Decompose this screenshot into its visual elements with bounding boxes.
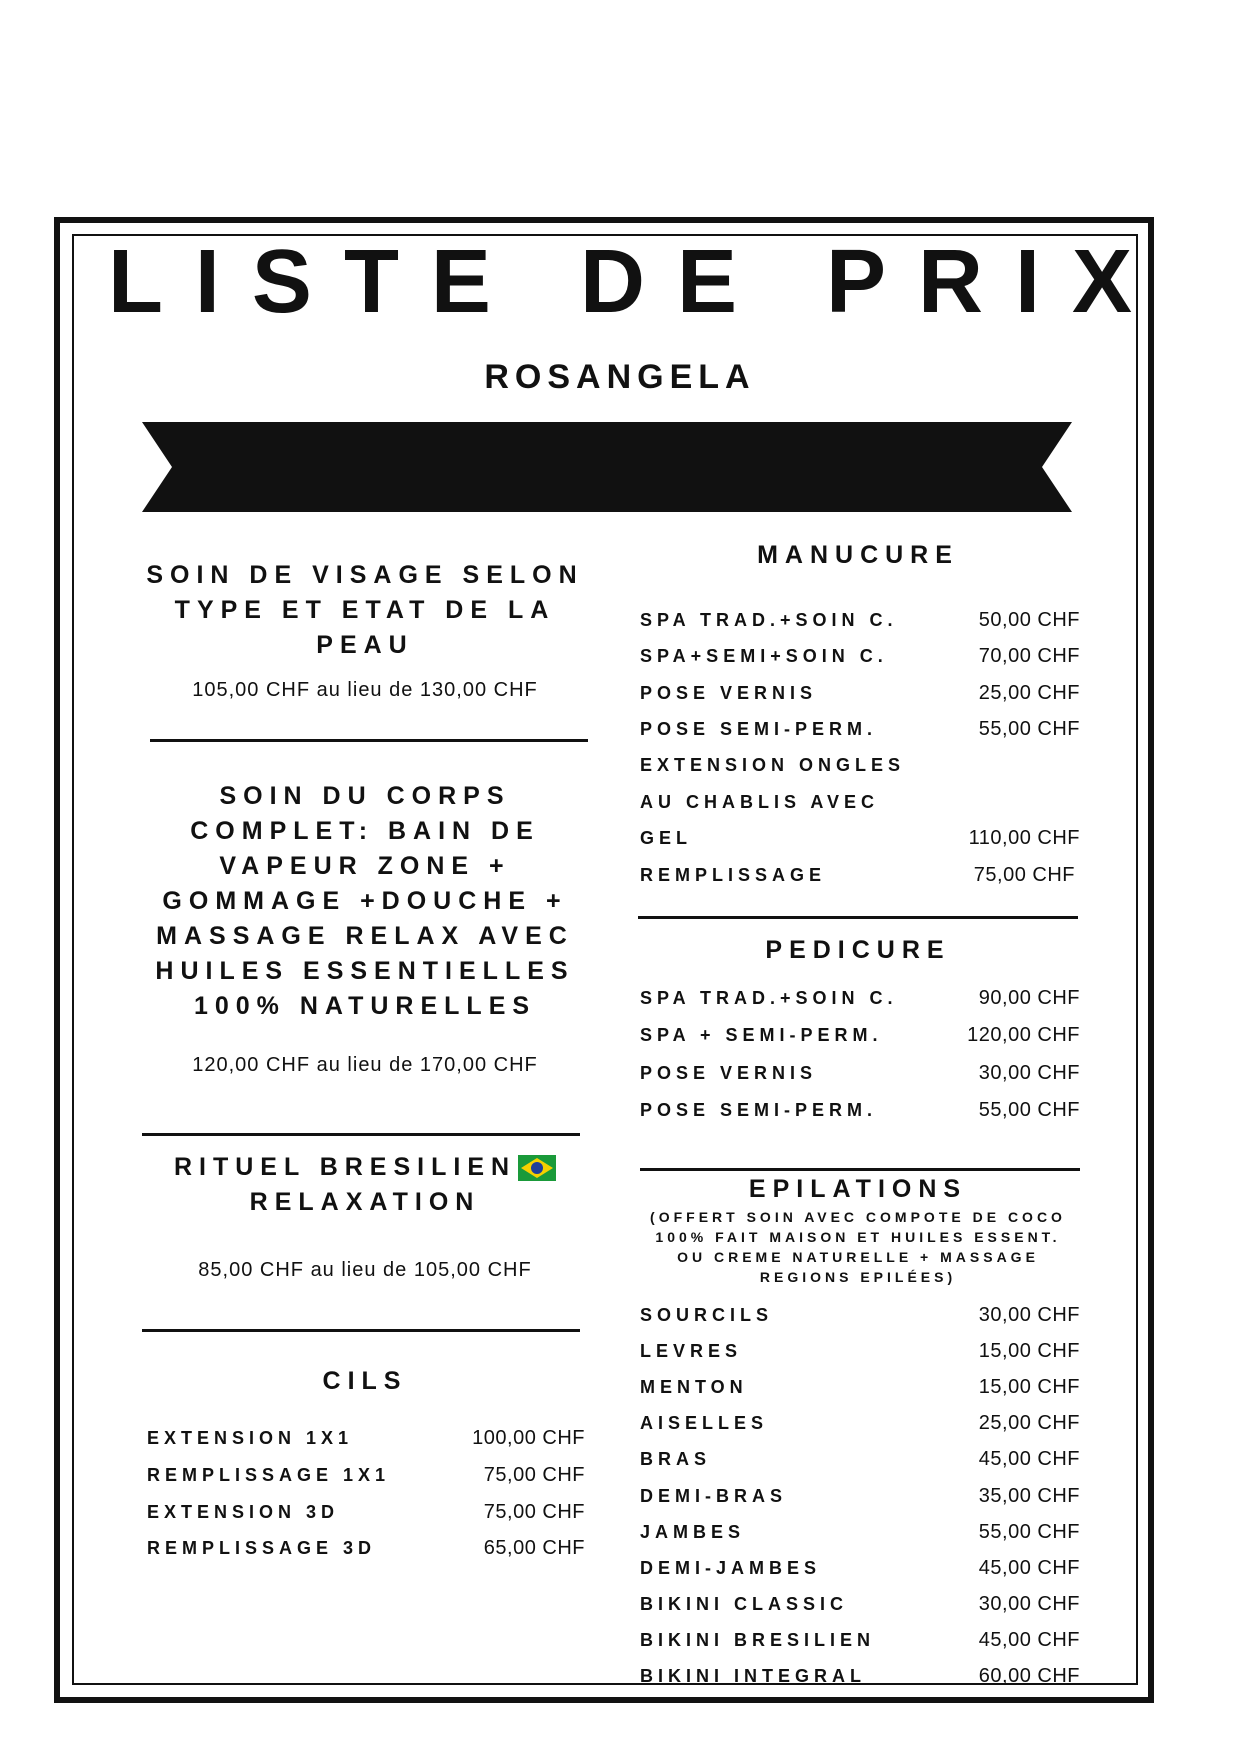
item-label: REMPLISSAGE 1X1 <box>147 1464 391 1485</box>
visage-heading-line: PEAU <box>316 631 414 659</box>
item-price: 50,00 CHF <box>978 608 1080 631</box>
list-item <box>640 750 1080 780</box>
item-label: EXTENSION 1X1 <box>147 1427 354 1448</box>
brazil-flag-icon <box>518 1155 556 1181</box>
item-label: POSE VERNIS <box>640 1062 818 1083</box>
list-item <box>640 1444 1080 1474</box>
visage-heading <box>140 558 590 663</box>
item-price: 75,00 CHF <box>483 1463 585 1486</box>
pedicure-heading: PEDICURE <box>765 936 951 964</box>
item-price: 25,00 CHF <box>978 1411 1080 1434</box>
list-item <box>147 1423 585 1453</box>
list-item <box>640 1058 1080 1088</box>
rituel-heading-line <box>140 1150 590 1185</box>
item-price: 35,00 CHF <box>978 1484 1080 1507</box>
item-label: EXTENSION ONGLES <box>640 754 906 775</box>
corps-heading-line: 100% NATURELLES <box>193 992 537 1020</box>
item-price: 55,00 CHF <box>978 1520 1080 1543</box>
corps-heading-line: COMPLET: BAIN DE <box>190 817 540 845</box>
corps-heading-line: MASSAGE RELAX AVEC <box>156 922 574 950</box>
corps-heading <box>140 779 590 1024</box>
divider <box>638 916 1078 919</box>
item-label: DEMI-JAMBES <box>640 1557 822 1578</box>
item-label: POSE VERNIS <box>640 682 818 703</box>
cils-heading: CILS <box>322 1367 408 1395</box>
epilations-note <box>632 1207 1084 1287</box>
divider <box>640 1168 1080 1171</box>
list-item <box>640 1408 1080 1438</box>
item-label: MENTON <box>640 1376 748 1397</box>
list-item <box>147 1460 585 1490</box>
item-price: 30,00 CHF <box>978 1061 1080 1084</box>
item-price: 45,00 CHF <box>978 1628 1080 1651</box>
corps-heading-line: SOIN DU CORPS <box>219 782 511 810</box>
item-price: 100,00 CHF <box>472 1426 585 1449</box>
manucure-heading: MANUCURE <box>757 541 959 569</box>
item-price: 65,00 CHF <box>483 1536 585 1559</box>
item-price: 55,00 CHF <box>978 717 1080 740</box>
item-price: 45,00 CHF <box>978 1447 1080 1470</box>
item-label: SOURCILS <box>640 1304 774 1325</box>
item-price: 60,00 CHF <box>978 1664 1080 1687</box>
note-line: 100% FAIT MAISON ET HUILES ESSENT. <box>655 1229 1061 1245</box>
divider <box>150 739 588 742</box>
item-label: REMPLISSAGE <box>640 864 827 885</box>
visage-heading-line: SOIN DE VISAGE SELON <box>146 561 584 589</box>
list-item <box>147 1533 585 1563</box>
list-item <box>640 823 1080 853</box>
list-item <box>640 1625 1080 1655</box>
list-item <box>640 787 1080 817</box>
corps-heading-line: VAPEUR ZONE + <box>219 852 511 880</box>
item-label: DEMI-BRAS <box>640 1485 787 1506</box>
item-label: JAMBES <box>640 1521 746 1542</box>
corps-price: 120,00 CHF au lieu de 170,00 CHF <box>192 1054 538 1076</box>
item-price: 70,00 CHF <box>978 644 1080 667</box>
item-price: 15,00 CHF <box>978 1375 1080 1398</box>
list-item <box>640 1661 1080 1691</box>
item-price: 30,00 CHF <box>978 1303 1080 1326</box>
list-item <box>640 1336 1080 1366</box>
list-item <box>640 641 1080 671</box>
item-price: 30,00 CHF <box>978 1592 1080 1615</box>
list-item <box>640 1589 1080 1619</box>
item-price: 45,00 CHF <box>978 1556 1080 1579</box>
item-label: SPA+SEMI+SOIN C. <box>640 645 888 666</box>
item-label: BIKINI INTEGRAL <box>640 1665 866 1686</box>
list-item <box>640 1020 1080 1050</box>
list-item <box>640 1517 1080 1547</box>
item-price: 75,00 CHF <box>973 863 1075 886</box>
list-item <box>147 1497 585 1527</box>
list-item <box>640 678 1080 708</box>
item-price: 75,00 CHF <box>483 1500 585 1523</box>
item-label: BIKINI BRESILIEN <box>640 1629 876 1650</box>
rituel-heading-line: RELAXATION <box>249 1188 481 1216</box>
item-label: BIKINI CLASSIC <box>640 1593 849 1614</box>
list-item <box>640 605 1080 635</box>
list-item <box>640 860 1075 890</box>
page-subtitle: ROSANGELA <box>484 358 756 396</box>
item-label: POSE SEMI-PERM. <box>640 1099 878 1120</box>
item-price: 110,00 CHF <box>968 826 1080 849</box>
item-price: 25,00 CHF <box>978 681 1080 704</box>
corps-heading-line: HUILES ESSENTIELLES <box>155 957 575 985</box>
visage-heading-line: TYPE ET ETAT DE LA <box>174 596 556 624</box>
list-item <box>640 714 1080 744</box>
item-label: POSE SEMI-PERM. <box>640 718 878 739</box>
item-price: 120,00 CHF <box>967 1023 1080 1046</box>
epilations-heading: EPILATIONS <box>748 1175 968 1203</box>
list-item <box>640 1553 1080 1583</box>
item-label: LEVRES <box>640 1340 743 1361</box>
item-label: SPA TRAD.+SOIN C. <box>640 609 898 630</box>
note-line: OU CREME NATURELLE + MASSAGE <box>677 1249 1039 1265</box>
item-price: 90,00 CHF <box>978 986 1080 1009</box>
list-item <box>640 1372 1080 1402</box>
divider <box>142 1133 580 1136</box>
rituel-heading <box>140 1150 590 1220</box>
corps-heading-line: GOMMAGE +DOUCHE + <box>162 887 568 915</box>
ribbon-banner <box>142 422 1072 512</box>
item-label: EXTENSION 3D <box>147 1501 340 1522</box>
item-price: 15,00 CHF <box>978 1339 1080 1362</box>
item-label: GEL <box>640 827 693 848</box>
item-label: REMPLISSAGE 3D <box>147 1537 377 1558</box>
item-label: AISELLES <box>640 1412 769 1433</box>
item-label: AU CHABLIS AVEC <box>640 791 880 812</box>
list-item <box>640 1095 1080 1125</box>
page-title: LISTE DE PRIX <box>107 232 1165 332</box>
list-item <box>640 1481 1080 1511</box>
item-label: BRAS <box>640 1448 712 1469</box>
note-line: (OFFERT SOIN AVEC COMPOTE DE COCO <box>650 1209 1066 1225</box>
list-item <box>640 1300 1080 1330</box>
note-line: REGIONS EPILÉES) <box>759 1269 957 1285</box>
rituel-heading-text: RITUEL BRESILIEN <box>173 1153 517 1181</box>
item-label: SPA TRAD.+SOIN C. <box>640 987 898 1008</box>
rituel-price: 85,00 CHF au lieu de 105,00 CHF <box>198 1259 532 1281</box>
list-item <box>640 983 1080 1013</box>
divider <box>142 1329 580 1332</box>
item-label: SPA + SEMI-PERM. <box>640 1024 883 1045</box>
visage-price: 105,00 CHF au lieu de 130,00 CHF <box>192 679 538 701</box>
item-price: 55,00 CHF <box>978 1098 1080 1121</box>
